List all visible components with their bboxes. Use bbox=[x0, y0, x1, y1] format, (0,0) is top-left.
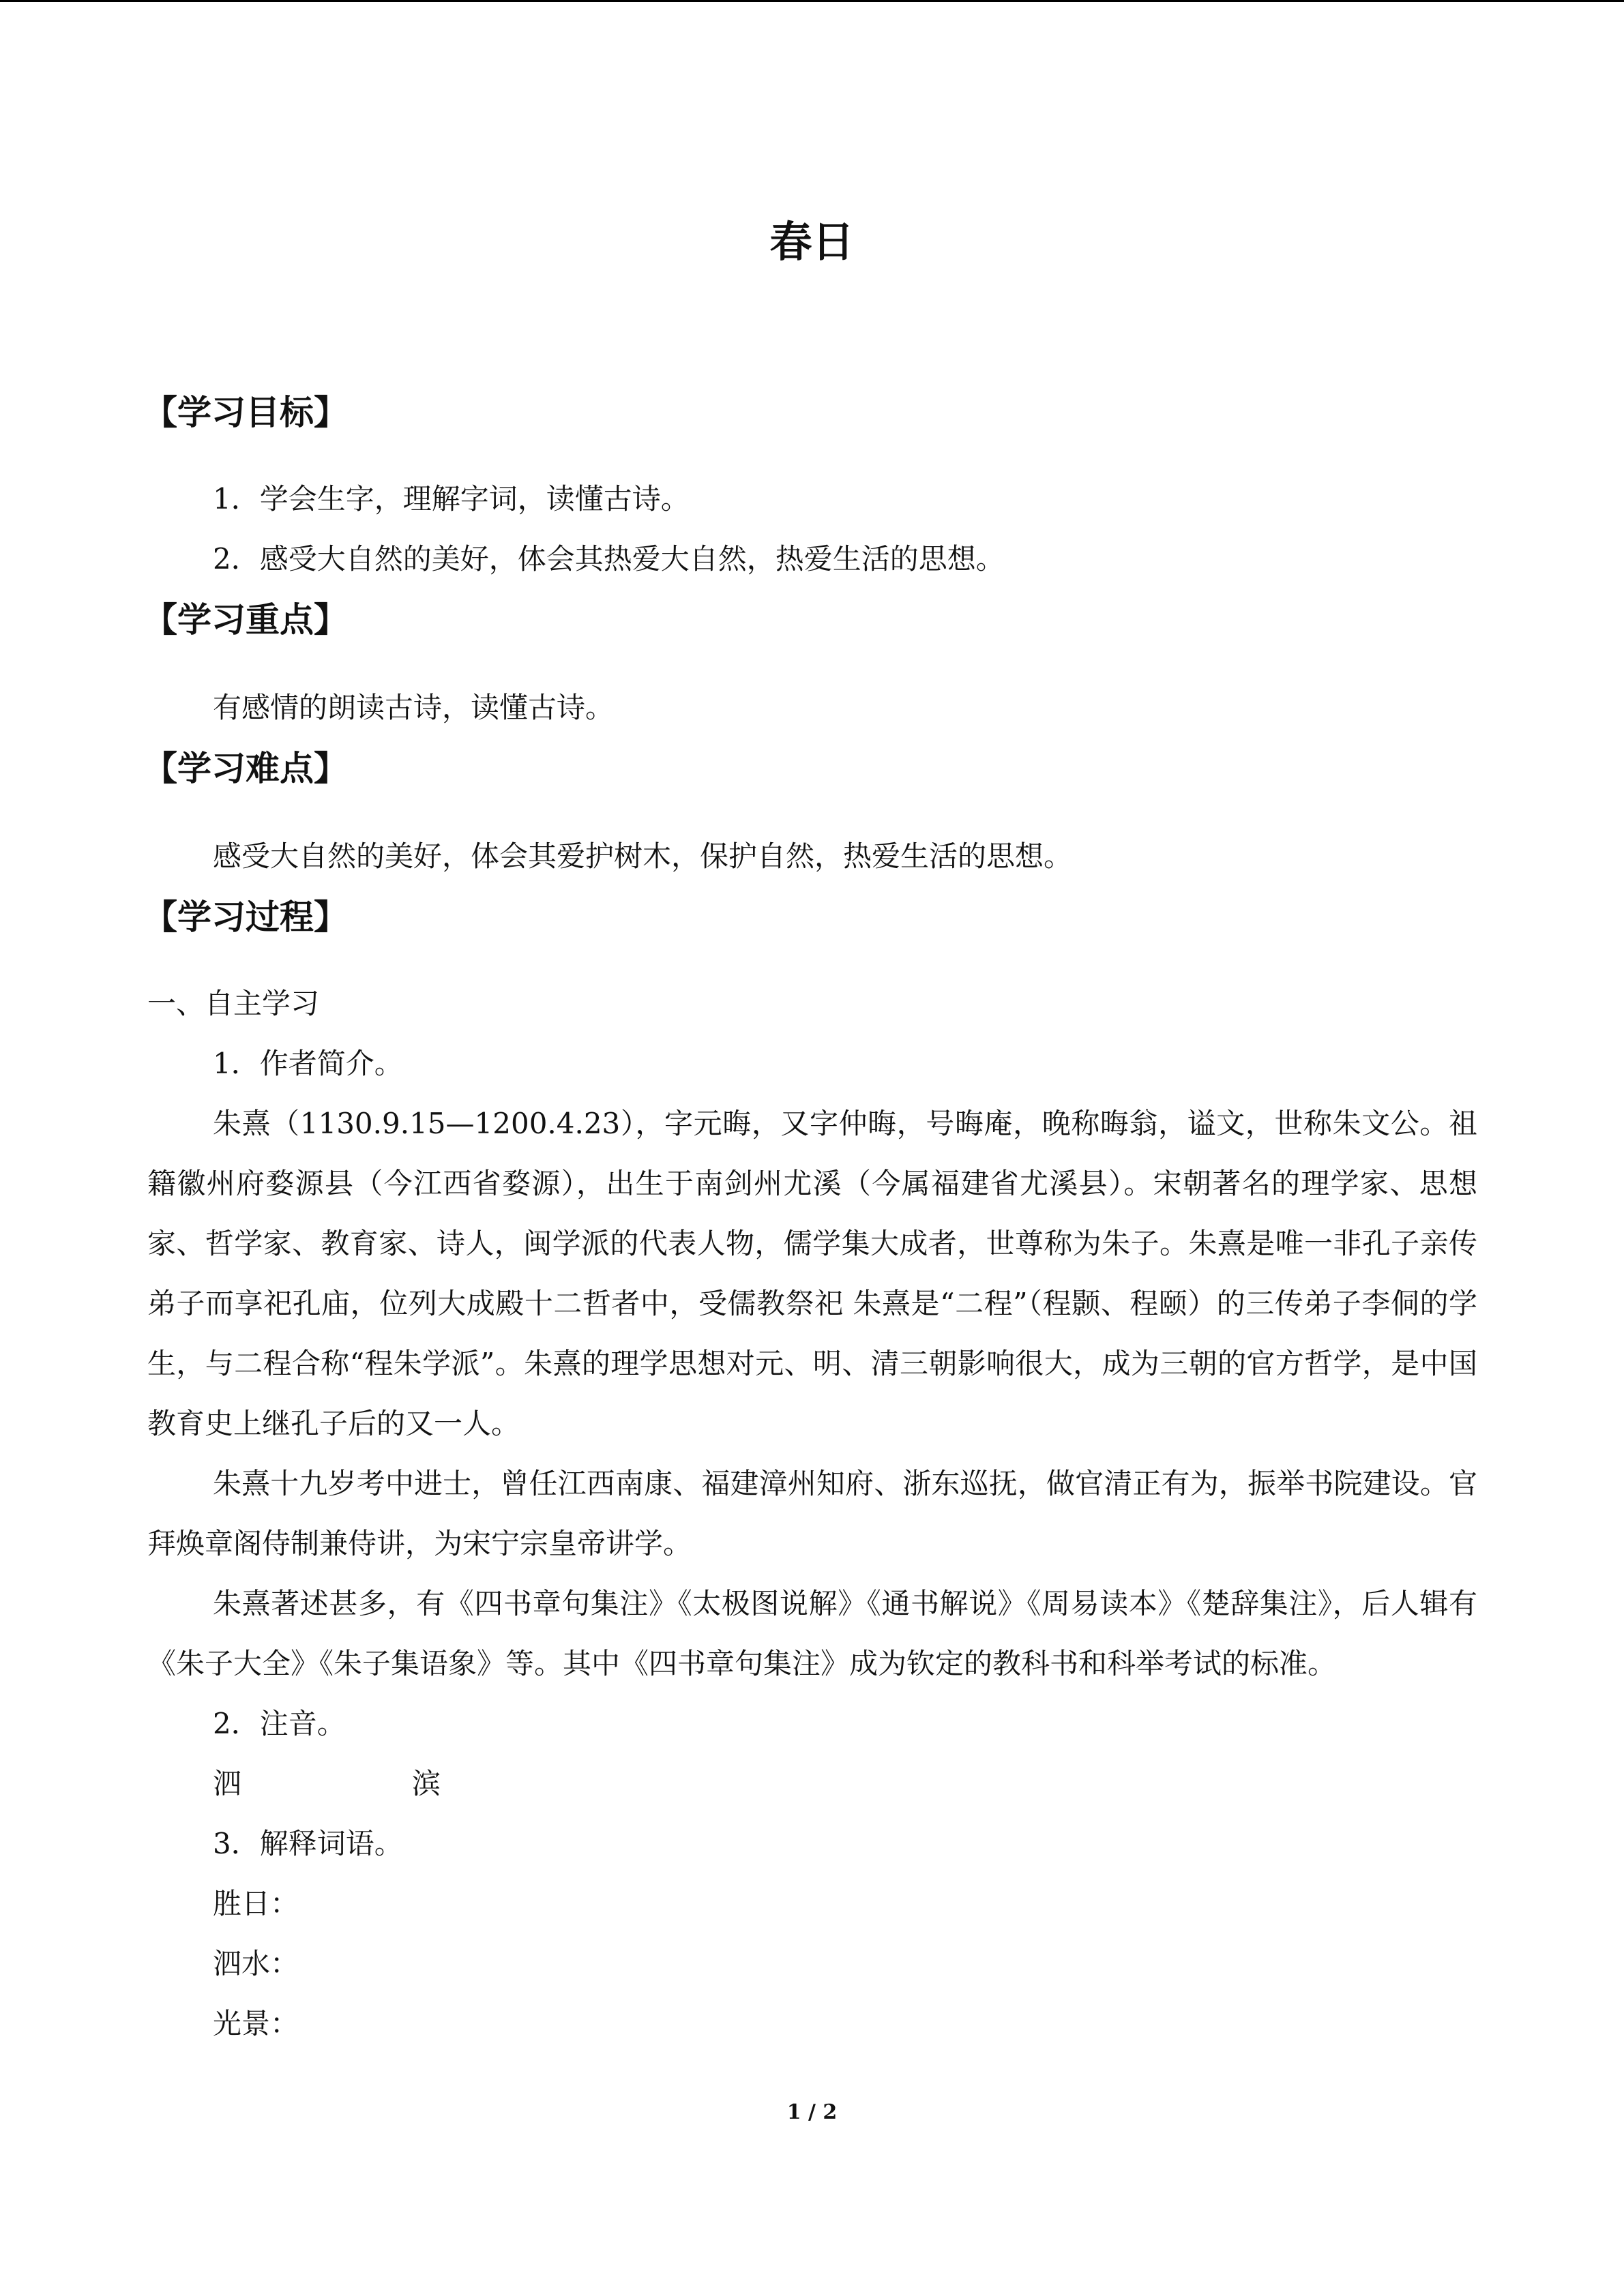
key-points-text: 有感情的朗读古诗，读懂古诗。 bbox=[213, 691, 615, 724]
page-number: 1 / 2 bbox=[786, 2100, 838, 2124]
heading-learning-process: 【学习过程】 bbox=[143, 897, 348, 937]
goal-item-2: 2．感受大自然的美好，体会其热爱大自然，热爱生活的思想。 bbox=[213, 542, 1005, 576]
author-paragraph-3: 朱熹著述甚多，有《四书章句集注》《太极图说解》《通书解说》《周易读本》《楚辞集注》，后人辑有《朱子大全》《朱子集语象》等。其中《四书章句集注》成为钦定的教科书和科举考试的标准。 bbox=[147, 1587, 1477, 1680]
phonetic-char-1: 泗 bbox=[213, 1767, 242, 1800]
phonetic-row bbox=[147, 1754, 1477, 1814]
vocab-item-3: 光景： bbox=[213, 2007, 299, 2040]
page-top-border bbox=[0, 0, 1624, 2]
heading-learning-goals: 【学习目标】 bbox=[143, 393, 348, 432]
author-paragraph-2: 朱熹十九岁考中进士，曾任江西南康、福建漳州知府、浙东巡抚，做官清正有为，振举书院建设。官拜焕章阁侍制兼侍讲，为宋宁宗皇帝讲学。 bbox=[147, 1467, 1477, 1560]
goal-item-1: 1．学会生字，理解字词，读懂古诗。 bbox=[213, 482, 690, 516]
heading-difficulties: 【学习难点】 bbox=[143, 749, 348, 788]
page-title: 春日 bbox=[769, 217, 855, 267]
vocab-item-2: 泗水： bbox=[213, 1947, 299, 1980]
difficulties-text: 感受大自然的美好，体会其爱护树木，保护自然，热爱生活的思想。 bbox=[213, 839, 1073, 873]
phonetic-label: 2．注音。 bbox=[213, 1707, 346, 1740]
document-body bbox=[143, 382, 1477, 2054]
author-paragraph-1: 朱熹（1130.9.15—1200.4.23），字元晦，又字仲晦，号晦庵，晚称晦翁，谥文，世称朱文公。祖籍徽州府婺源县（今江西省婺源），出生于南剑州尤溪（今属福建省尤溪县）。宋朝著名的理学家、思想家、哲学家、教育家、诗人，闽学派的代表人物，儒学集大成者，世尊称为朱子。朱熹是唯一非孔子亲传弟子而享祀孔庙，位列大成殿十二哲者中，受儒教祭祀 朱熹是“二程”（程颢、程颐）的三传弟子李侗的学生，与二程合称“程朱学派”。朱熹的理学思想对元、明、清三朝影响很大，成为三朝的官方哲学，是中国教育史上继孔子后的又一人。 bbox=[147, 1107, 1477, 1440]
part-self-study: 一、自主学习 bbox=[147, 987, 320, 1020]
phonetic-char-2: 滨 bbox=[412, 1767, 441, 1800]
heading-key-points: 【学习重点】 bbox=[143, 600, 348, 640]
author-intro-label: 1．作者简介。 bbox=[213, 1047, 403, 1080]
vocab-item-1: 胜日： bbox=[213, 1887, 299, 1920]
vocab-label: 3．解释词语。 bbox=[213, 1827, 403, 1860]
